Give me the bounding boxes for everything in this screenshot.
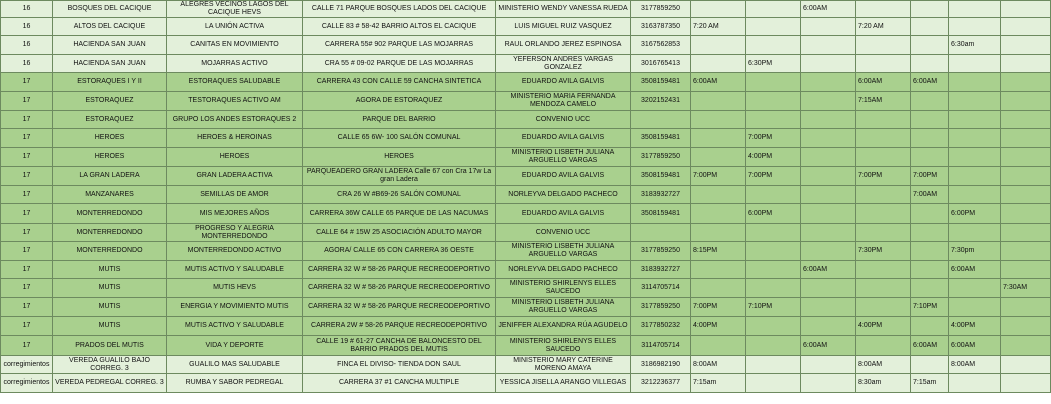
dia1-cell	[691, 36, 746, 55]
dia1-cell	[691, 279, 746, 298]
comuna-cell: corregimientos	[1, 374, 53, 393]
lugar-cell: CARRERA 32 W # 58-26 PARQUE RECREODEPORTIVO	[303, 261, 496, 279]
grupo-cell: PROGRESO Y ALEGRIA MONTERREDONDO	[167, 224, 303, 242]
monitor-cell: YEFERSON ANDRES VARGAS GONZALEZ	[496, 55, 631, 73]
monitor-cell: MINISTERIO LISBETH JULIANA ARGUELLO VARGAS	[496, 148, 631, 167]
lugar-cell: CARRERA 36W CALLE 65 PARQUE DE LAS NACUMAS	[303, 204, 496, 224]
dia2-cell	[746, 111, 801, 129]
table-row	[1, 148, 1051, 167]
grupo-cell: MONTERREDONDO ACTIVO	[167, 242, 303, 261]
dia1-cell	[691, 186, 746, 204]
dia3-cell: 6:00AM	[801, 261, 856, 279]
table-row	[1, 129, 1051, 148]
telefono-cell: 3177859250	[631, 242, 691, 261]
grupo-cell: CANITAS EN MOVIMIENTO	[167, 36, 303, 55]
monitor-cell: EDUARDO AVILA GALVIS	[496, 73, 631, 92]
dia4-cell: 8:30am	[856, 374, 911, 393]
comuna-cell: 17	[1, 73, 53, 92]
dia7-cell	[1001, 317, 1051, 336]
monitor-cell: MINISTERIO LISBETH JULIANA ARGUELLO VARGAS	[496, 242, 631, 261]
dia6-cell: 6:00AM	[949, 261, 1001, 279]
dia4-cell	[856, 36, 911, 55]
dia4-cell	[856, 261, 911, 279]
dia6-cell: 6:00AM	[949, 336, 1001, 356]
telefono-cell: 3508159481	[631, 167, 691, 186]
dia1-cell: 7:20 AM	[691, 18, 746, 36]
telefono-cell: 3202152431	[631, 92, 691, 111]
dia5-cell	[911, 279, 949, 298]
grupo-cell: ESTORAQUES SALUDABLE	[167, 73, 303, 92]
grupo-cell: HEROES	[167, 148, 303, 167]
dia2-cell	[746, 36, 801, 55]
table-row	[1, 55, 1051, 73]
telefono-cell: 3212236377	[631, 374, 691, 393]
dia3-cell: 6:00AM	[801, 1, 856, 18]
table-row	[1, 279, 1051, 298]
dia4-cell	[856, 111, 911, 129]
table-row	[1, 317, 1051, 336]
table-row	[1, 1, 1051, 18]
dia2-cell	[746, 317, 801, 336]
dia2-cell: 4:00PM	[746, 148, 801, 167]
barrio-cell: LA GRAN LADERA	[53, 167, 167, 186]
dia1-cell	[691, 148, 746, 167]
dia3-cell	[801, 148, 856, 167]
telefono-cell: 3167562853	[631, 36, 691, 55]
dia6-cell	[949, 1, 1001, 18]
dia4-cell	[856, 298, 911, 317]
barrio-cell: MUTIS	[53, 279, 167, 298]
telefono-cell: 3177859250	[631, 148, 691, 167]
dia3-cell	[801, 73, 856, 92]
dia3-cell	[801, 129, 856, 148]
dia4-cell	[856, 129, 911, 148]
dia3-cell	[801, 18, 856, 36]
dia2-cell	[746, 18, 801, 36]
telefono-cell: 3508159481	[631, 73, 691, 92]
dia5-cell	[911, 36, 949, 55]
barrio-cell: PRADOS DEL MUTIS	[53, 336, 167, 356]
dia2-cell	[746, 224, 801, 242]
monitor-cell: MINISTERIO SHIRLENYS ELLES SAUCEDO	[496, 336, 631, 356]
comuna-cell: 17	[1, 279, 53, 298]
dia5-cell: 6:00AM	[911, 73, 949, 92]
lugar-cell: CALLE 64 # 15W 25 ASOCIACIÓN ADULTO MAYOR	[303, 224, 496, 242]
comuna-cell: 17	[1, 92, 53, 111]
table-row	[1, 336, 1051, 356]
dia5-cell	[911, 1, 949, 18]
dia5-cell	[911, 148, 949, 167]
barrio-cell: HACIENDA SAN JUAN	[53, 55, 167, 73]
barrio-cell: MUTIS	[53, 261, 167, 279]
dia3-cell	[801, 111, 856, 129]
dia5-cell	[911, 129, 949, 148]
barrio-cell: MONTERREDONDO	[53, 242, 167, 261]
dia4-cell	[856, 148, 911, 167]
dia5-cell: 6:00AM	[911, 336, 949, 356]
comuna-cell: 17	[1, 261, 53, 279]
dia7-cell	[1001, 261, 1051, 279]
dia5-cell	[911, 92, 949, 111]
dia4-cell	[856, 279, 911, 298]
table-row	[1, 36, 1051, 55]
dia6-cell	[949, 73, 1001, 92]
grupo-cell: LA UNIÓN ACTIVA	[167, 18, 303, 36]
telefono-cell: 3177859250	[631, 1, 691, 18]
dia5-cell: 7:15am	[911, 374, 949, 393]
dia5-cell	[911, 261, 949, 279]
dia3-cell	[801, 224, 856, 242]
monitor-cell: JENIFFER ALEXANDRA RÚA AGUDELO	[496, 317, 631, 336]
comuna-cell: 16	[1, 18, 53, 36]
barrio-cell: MONTERREDONDO	[53, 224, 167, 242]
dia4-cell: 6:00AM	[856, 73, 911, 92]
grupo-cell: MOJARRAS ACTIVO	[167, 55, 303, 73]
barrio-cell: MUTIS	[53, 317, 167, 336]
dia5-cell	[911, 224, 949, 242]
dia2-cell	[746, 1, 801, 18]
monitor-cell: EDUARDO AVILA GALVIS	[496, 129, 631, 148]
monitor-cell: RAUL ORLANDO JEREZ ESPINOSA	[496, 36, 631, 55]
table-row	[1, 242, 1051, 261]
lugar-cell: CARRERA 55# 902 PARQUE LAS MOJARRAS	[303, 36, 496, 55]
dia7-cell	[1001, 204, 1051, 224]
dia2-cell	[746, 186, 801, 204]
table-row	[1, 374, 1051, 393]
comuna-cell: 17	[1, 224, 53, 242]
grupo-cell: ENERGIA Y MOVIMIENTO MUTIS	[167, 298, 303, 317]
dia2-cell	[746, 261, 801, 279]
monitor-cell: LUIS MIGUEL RUIZ VASQUEZ	[496, 18, 631, 36]
dia6-cell: 8:00AM	[949, 356, 1001, 374]
dia7-cell	[1001, 111, 1051, 129]
dia6-cell: 6:00PM	[949, 204, 1001, 224]
telefono-cell: 3183932727	[631, 261, 691, 279]
dia6-cell	[949, 279, 1001, 298]
table-row	[1, 18, 1051, 36]
dia4-cell: 7:20 AM	[856, 18, 911, 36]
dia5-cell	[911, 111, 949, 129]
dia7-cell	[1001, 18, 1051, 36]
dia1-cell: 7:00PM	[691, 167, 746, 186]
dia2-cell	[746, 336, 801, 356]
barrio-cell: ESTORAQUEZ	[53, 92, 167, 111]
dia2-cell	[746, 279, 801, 298]
monitor-cell: EDUARDO AVILA GALVIS	[496, 204, 631, 224]
grupo-cell: MUTIS HEVS	[167, 279, 303, 298]
dia1-cell	[691, 336, 746, 356]
dia7-cell	[1001, 186, 1051, 204]
dia7-cell	[1001, 167, 1051, 186]
dia6-cell	[949, 55, 1001, 73]
dia6-cell	[949, 18, 1001, 36]
dia2-cell	[746, 374, 801, 393]
comuna-cell: 17	[1, 167, 53, 186]
dia5-cell: 7:00AM	[911, 186, 949, 204]
dia5-cell	[911, 204, 949, 224]
lugar-cell: CRA 55 # 09-02 PARQUE DE LAS MOJARRAS	[303, 55, 496, 73]
dia5-cell	[911, 18, 949, 36]
grupo-cell: RUMBA Y SABOR PEDREGAL	[167, 374, 303, 393]
telefono-cell: 3508159481	[631, 129, 691, 148]
dia6-cell	[949, 148, 1001, 167]
dia1-cell	[691, 129, 746, 148]
monitor-cell: MINISTERIO MARIA FERNANDA MENDOZA CAMELO	[496, 92, 631, 111]
dia4-cell: 7:30PM	[856, 242, 911, 261]
lugar-cell: CALLE 19 # 61-27 CANCHA DE BALONCESTO DEL BARRIO PRADOS DEL MUTIS	[303, 336, 496, 356]
telefono-cell: 3508159481	[631, 204, 691, 224]
comuna-cell: 17	[1, 298, 53, 317]
comuna-cell: 16	[1, 1, 53, 18]
grupo-cell: GRUPO LOS ANDES ESTORAQUES 2	[167, 111, 303, 129]
dia6-cell	[949, 111, 1001, 129]
comuna-cell: 17	[1, 129, 53, 148]
lugar-cell: CALLE 65 6W- 100 SALÓN COMUNAL	[303, 129, 496, 148]
telefono-cell: 3177859250	[631, 298, 691, 317]
dia7-cell	[1001, 148, 1051, 167]
table-row	[1, 186, 1051, 204]
dia2-cell: 6:00PM	[746, 204, 801, 224]
dia3-cell: 6:00AM	[801, 336, 856, 356]
dia7-cell: 7:30AM	[1001, 279, 1051, 298]
dia7-cell	[1001, 224, 1051, 242]
dia2-cell	[746, 73, 801, 92]
telefono-cell: 3183932727	[631, 186, 691, 204]
grupo-cell: MUTIS ACTIVO Y SALUDABLE	[167, 317, 303, 336]
table-row	[1, 204, 1051, 224]
dia3-cell	[801, 186, 856, 204]
lugar-cell: HEROES	[303, 148, 496, 167]
comuna-cell: 16	[1, 36, 53, 55]
dia6-cell: 4:00PM	[949, 317, 1001, 336]
comuna-cell: 17	[1, 336, 53, 356]
dia1-cell	[691, 92, 746, 111]
dia5-cell	[911, 242, 949, 261]
dia3-cell	[801, 36, 856, 55]
monitor-cell: MINISTERIO MARY CATERINE MORENO AMAYA	[496, 356, 631, 374]
dia7-cell	[1001, 36, 1051, 55]
dia3-cell	[801, 242, 856, 261]
dia7-cell	[1001, 1, 1051, 18]
comuna-cell: 17	[1, 242, 53, 261]
table-row	[1, 111, 1051, 129]
dia1-cell: 8:00AM	[691, 356, 746, 374]
telefono-cell: 3177850232	[631, 317, 691, 336]
monitor-cell: MINISTERIO LISBETH JULIANA ARGUELLO VARGAS	[496, 298, 631, 317]
dia1-cell	[691, 1, 746, 18]
table-row	[1, 356, 1051, 374]
lugar-cell: FINCA EL DIVISO- TIENDA DON SAUL	[303, 356, 496, 374]
dia6-cell	[949, 374, 1001, 393]
grupo-cell: GRAN LADERA ACTIVA	[167, 167, 303, 186]
lugar-cell: CARRERA 2W # 58-26 PARQUE RECREODEPORTIVO	[303, 317, 496, 336]
dia4-cell	[856, 336, 911, 356]
dia3-cell	[801, 317, 856, 336]
dia4-cell	[856, 204, 911, 224]
dia2-cell: 7:00PM	[746, 129, 801, 148]
dia1-cell: 8:15PM	[691, 242, 746, 261]
grupo-cell: TESTORAQUES ACTIVO AM	[167, 92, 303, 111]
barrio-cell: ALTOS DEL CACIQUE	[53, 18, 167, 36]
dia4-cell	[856, 186, 911, 204]
table-row	[1, 167, 1051, 186]
dia7-cell	[1001, 374, 1051, 393]
dia1-cell	[691, 224, 746, 242]
dia6-cell: 7:30pm	[949, 242, 1001, 261]
dia2-cell: 7:00PM	[746, 167, 801, 186]
barrio-cell: ESTORAQUEZ	[53, 111, 167, 129]
grupo-cell: SEMILLAS DE AMOR	[167, 186, 303, 204]
table-row	[1, 73, 1051, 92]
dia6-cell	[949, 186, 1001, 204]
comuna-cell: 17	[1, 148, 53, 167]
monitor-cell: MINISTERIO SHIRLENYS ELLES SAUCEDO	[496, 279, 631, 298]
dia5-cell	[911, 317, 949, 336]
telefono-cell: 3163787350	[631, 18, 691, 36]
dia3-cell	[801, 356, 856, 374]
grupo-cell: MIS MEJORES AÑOS	[167, 204, 303, 224]
barrio-cell: HEROES	[53, 129, 167, 148]
telefono-cell	[631, 111, 691, 129]
grupo-cell: MUTIS ACTIVO Y SALUDABLE	[167, 261, 303, 279]
dia2-cell: 6:30PM	[746, 55, 801, 73]
dia6-cell	[949, 92, 1001, 111]
dia1-cell	[691, 261, 746, 279]
lugar-cell: CARRERA 32 W # 58-26 PARQUE RECREODEPORTIVO	[303, 298, 496, 317]
dia7-cell	[1001, 242, 1051, 261]
telefono-cell: 3114705714	[631, 336, 691, 356]
lugar-cell: CARRERA 43 CON CALLE 59 CANCHA SINTETICA	[303, 73, 496, 92]
dia1-cell: 6:00AM	[691, 73, 746, 92]
dia6-cell	[949, 129, 1001, 148]
dia2-cell	[746, 356, 801, 374]
dia6-cell	[949, 298, 1001, 317]
dia6-cell	[949, 224, 1001, 242]
dia7-cell	[1001, 356, 1051, 374]
barrio-cell: MANZANARES	[53, 186, 167, 204]
dia7-cell	[1001, 92, 1051, 111]
telefono-cell: 3114705714	[631, 279, 691, 298]
dia5-cell: 7:10PM	[911, 298, 949, 317]
monitor-cell: EDUARDO AVILA GALVIS	[496, 167, 631, 186]
dia1-cell	[691, 55, 746, 73]
dia4-cell: 8:00AM	[856, 356, 911, 374]
lugar-cell: CRA 26 W #B69-26 SALÓN COMUNAL	[303, 186, 496, 204]
grupo-cell: HEROES & HEROINAS	[167, 129, 303, 148]
monitor-cell: MINISTERIO WENDY VANESSA RUEDA	[496, 1, 631, 18]
dia3-cell	[801, 298, 856, 317]
comuna-cell: 17	[1, 186, 53, 204]
lugar-cell: AGORA DE ESTORAQUEZ	[303, 92, 496, 111]
dia5-cell	[911, 55, 949, 73]
dia4-cell	[856, 55, 911, 73]
dia3-cell	[801, 279, 856, 298]
dia5-cell	[911, 356, 949, 374]
lugar-cell: AGORA/ CALLE 65 CON CARRERA 36 OESTE	[303, 242, 496, 261]
comuna-cell: 17	[1, 204, 53, 224]
dia7-cell	[1001, 129, 1051, 148]
dia7-cell	[1001, 298, 1051, 317]
barrio-cell: VEREDA GUALILO BAJO CORREG. 3	[53, 356, 167, 374]
lugar-cell: CARRERA 37 #1 CANCHA MULTIPLE	[303, 374, 496, 393]
dia1-cell	[691, 204, 746, 224]
dia3-cell	[801, 204, 856, 224]
table-body	[1, 1, 1051, 393]
barrio-cell: HACIENDA SAN JUAN	[53, 36, 167, 55]
dia3-cell	[801, 92, 856, 111]
dia1-cell	[691, 111, 746, 129]
barrio-cell: MONTERREDONDO	[53, 204, 167, 224]
dia1-cell: 7:15am	[691, 374, 746, 393]
barrio-cell: ESTORAQUES I Y II	[53, 73, 167, 92]
telefono-cell: 3016765413	[631, 55, 691, 73]
dia4-cell: 7:00PM	[856, 167, 911, 186]
dia3-cell	[801, 374, 856, 393]
lugar-cell: PARQUE DEL BARRIO	[303, 111, 496, 129]
table-row	[1, 224, 1051, 242]
dia2-cell	[746, 92, 801, 111]
telefono-cell: 3186982190	[631, 356, 691, 374]
barrio-cell: BOSQUES DEL CACIQUE	[53, 1, 167, 18]
lugar-cell: CALLE 83 # 58-42 BARRIO ALTOS EL CACIQUE	[303, 18, 496, 36]
monitor-cell: CONVENIO UCC	[496, 111, 631, 129]
table-row	[1, 92, 1051, 111]
telefono-cell	[631, 224, 691, 242]
table-row	[1, 261, 1051, 279]
barrio-cell: HEROES	[53, 148, 167, 167]
lugar-cell: CALLE 71 PARQUE BOSQUES LADOS DEL CACIQUE	[303, 1, 496, 18]
comuna-cell: 17	[1, 111, 53, 129]
dia7-cell	[1001, 336, 1051, 356]
comuna-cell: 17	[1, 317, 53, 336]
grupo-cell: GUALILO MAS SALUDABLE	[167, 356, 303, 374]
comuna-cell: corregimientos	[1, 356, 53, 374]
dia4-cell: 4:00PM	[856, 317, 911, 336]
monitor-cell: NORLEYVA DELGADO PACHECO	[496, 186, 631, 204]
lugar-cell: CARRERA 32 W # 58-26 PARQUE RECREODEPORTIVO	[303, 279, 496, 298]
dia2-cell: 7:10PM	[746, 298, 801, 317]
table-row	[1, 298, 1051, 317]
dia3-cell	[801, 167, 856, 186]
dia2-cell	[746, 242, 801, 261]
barrio-cell: MUTIS	[53, 298, 167, 317]
barrio-cell: VEREDA PEDREGAL CORREG. 3	[53, 374, 167, 393]
dia1-cell: 7:00PM	[691, 298, 746, 317]
dia7-cell	[1001, 73, 1051, 92]
grupo-cell: ALEGRES VECINOS LAGOS DEL CACIQUE HEVS	[167, 1, 303, 18]
monitor-cell: YESSICA JISELLA ARANGO VILLEGAS	[496, 374, 631, 393]
dia7-cell	[1001, 55, 1051, 73]
dia5-cell: 7:00PM	[911, 167, 949, 186]
dia3-cell	[801, 55, 856, 73]
monitor-cell: CONVENIO UCC	[496, 224, 631, 242]
dia4-cell	[856, 224, 911, 242]
dia6-cell: 6:30am	[949, 36, 1001, 55]
monitor-cell: NORLEYVA DELGADO PACHECO	[496, 261, 631, 279]
comuna-cell: 16	[1, 55, 53, 73]
dia6-cell	[949, 167, 1001, 186]
lugar-cell: PARQUEADERO GRAN LADERA Calle 67 con Cra 17w La gran Ladera	[303, 167, 496, 186]
dia4-cell: 7:15AM	[856, 92, 911, 111]
grupo-cell: VIDA Y DEPORTE	[167, 336, 303, 356]
dia4-cell	[856, 1, 911, 18]
dia1-cell: 4:00PM	[691, 317, 746, 336]
